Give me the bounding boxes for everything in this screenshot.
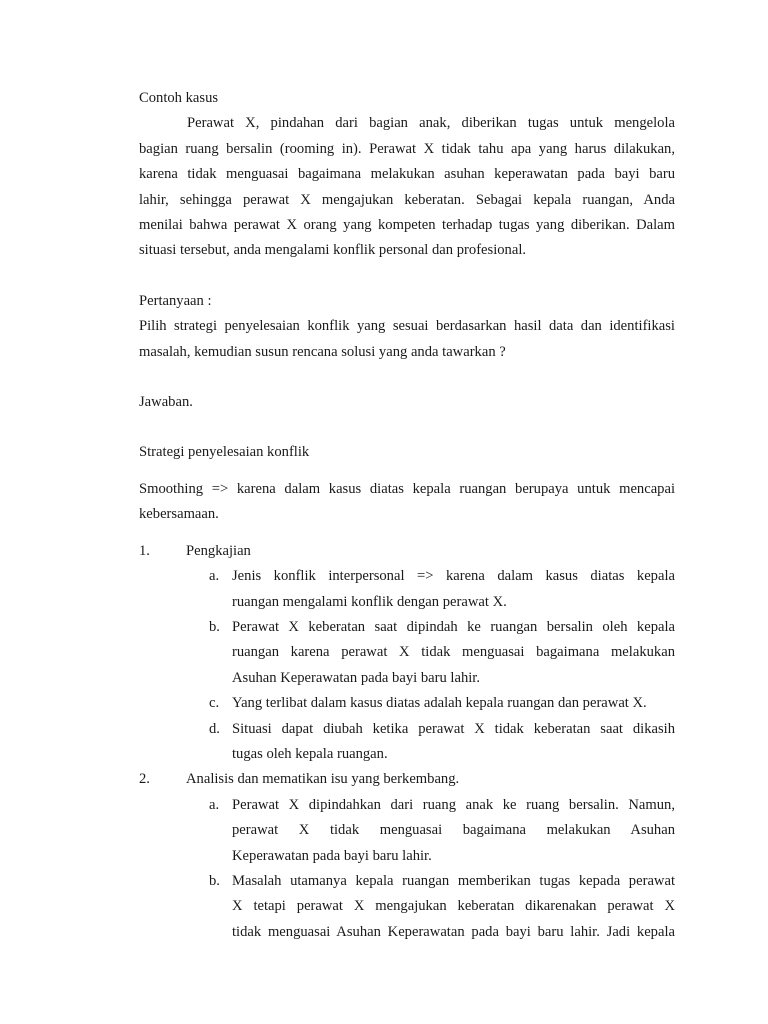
strategy-text	[139, 477, 675, 528]
item-line: perawat X tidak menguasai bagaimana melakukan Asuhan	[232, 822, 675, 839]
item-line: Jenis konflik interpersonal => karena dalam kasus diatas kepala	[232, 568, 675, 585]
item-line: Keperawatan pada bayi baru lahir.	[232, 847, 432, 864]
question-text	[139, 314, 675, 365]
item-line: Perawat X keberatan saat dipindah ke ruangan bersalin oleh kepala	[232, 618, 675, 635]
item-line: ruangan mengalami konflik dengan perawat X.	[232, 593, 507, 610]
item-line: Situasi dapat diubah ketika perawat X tidak keberatan saat dikasih	[232, 720, 675, 737]
question-label: Pertanyaan :	[139, 292, 212, 309]
list-item	[209, 869, 675, 945]
item-line: ruangan karena perawat X tidak menguasai bagaimana melakukan	[232, 644, 675, 661]
numbered-section	[139, 767, 675, 792]
section-number: 1.	[139, 542, 150, 559]
item-line: Asuhan Keperawatan pada bayi baru lahir.	[232, 669, 480, 686]
list-item	[209, 564, 675, 615]
paragraph-line: lahir, sehingga perawat X mengajukan keberatan. Sebagai kepala ruangan, Anda	[139, 191, 675, 208]
sub-list	[209, 793, 675, 945]
item-line: Masalah utamanya kepala ruangan memberikan tugas kepada perawat	[232, 872, 675, 889]
item-letter: a.	[209, 796, 220, 813]
list-item	[209, 717, 675, 768]
strategy-line: kebersamaan.	[139, 506, 219, 523]
section-title: Analisis dan mematikan isu yang berkembang.	[186, 771, 460, 788]
question-line: Pilih strategi penyelesaian konflik yang sesuai berdasarkan hasil data dan identifikasi	[139, 318, 675, 335]
item-line: Perawat X dipindahkan dari ruang anak ke ruang bersalin. Namun,	[232, 796, 675, 813]
paragraph-line: menilai bahwa perawat X orang yang kompeten terhadap tugas yang diberikan. Dalam	[139, 217, 675, 234]
paragraph-line: karena tidak menguasai bagaimana melakukan asuhan keperawatan pada bayi baru	[139, 166, 675, 183]
answer-label: Jawaban.	[139, 394, 193, 411]
item-line: Yang terlibat dalam kasus diatas adalah kepala ruangan dan perawat X.	[232, 695, 647, 712]
case-paragraph	[139, 111, 675, 263]
strategy-heading: Strategi penyelesaian konflik	[139, 444, 310, 461]
paragraph-line: Perawat X, pindahan dari bagian anak, diberikan tugas untuk mengelola	[187, 115, 675, 132]
question-line: masalah, kemudian susun rencana solusi yang anda tawarkan ?	[139, 343, 506, 360]
section-number: 2.	[139, 771, 150, 788]
sub-list	[209, 564, 675, 767]
list-item	[209, 615, 675, 691]
paragraph-line: bagian ruang bersalin (rooming in). Perawat X tidak tahu apa yang harus dilakukan,	[139, 140, 675, 157]
strategy-line: Smoothing => karena dalam kasus diatas kepala ruangan berupaya untuk mencapai	[139, 480, 675, 497]
list-item	[209, 691, 675, 716]
case-title: Contoh kasus	[139, 90, 219, 106]
list-item	[209, 793, 675, 869]
item-line: X tetapi perawat X mengajukan keberatan dikarenakan perawat X	[232, 898, 675, 915]
item-letter: a.	[209, 568, 220, 585]
item-line: tidak menguasai Asuhan Keperawatan pada bayi baru lahir. Jadi kepala	[232, 923, 675, 940]
document-body	[139, 86, 675, 945]
item-letter: d.	[209, 720, 220, 737]
section-title: Pengkajian	[186, 542, 251, 559]
item-letter: b.	[209, 618, 220, 635]
item-line: tugas oleh kepala ruangan.	[232, 745, 388, 762]
paragraph-line: situasi tersebut, anda mengalami konflik personal dan profesional.	[139, 242, 527, 259]
item-letter: b.	[209, 872, 220, 889]
item-letter: c.	[209, 695, 220, 712]
numbered-section	[139, 539, 675, 564]
